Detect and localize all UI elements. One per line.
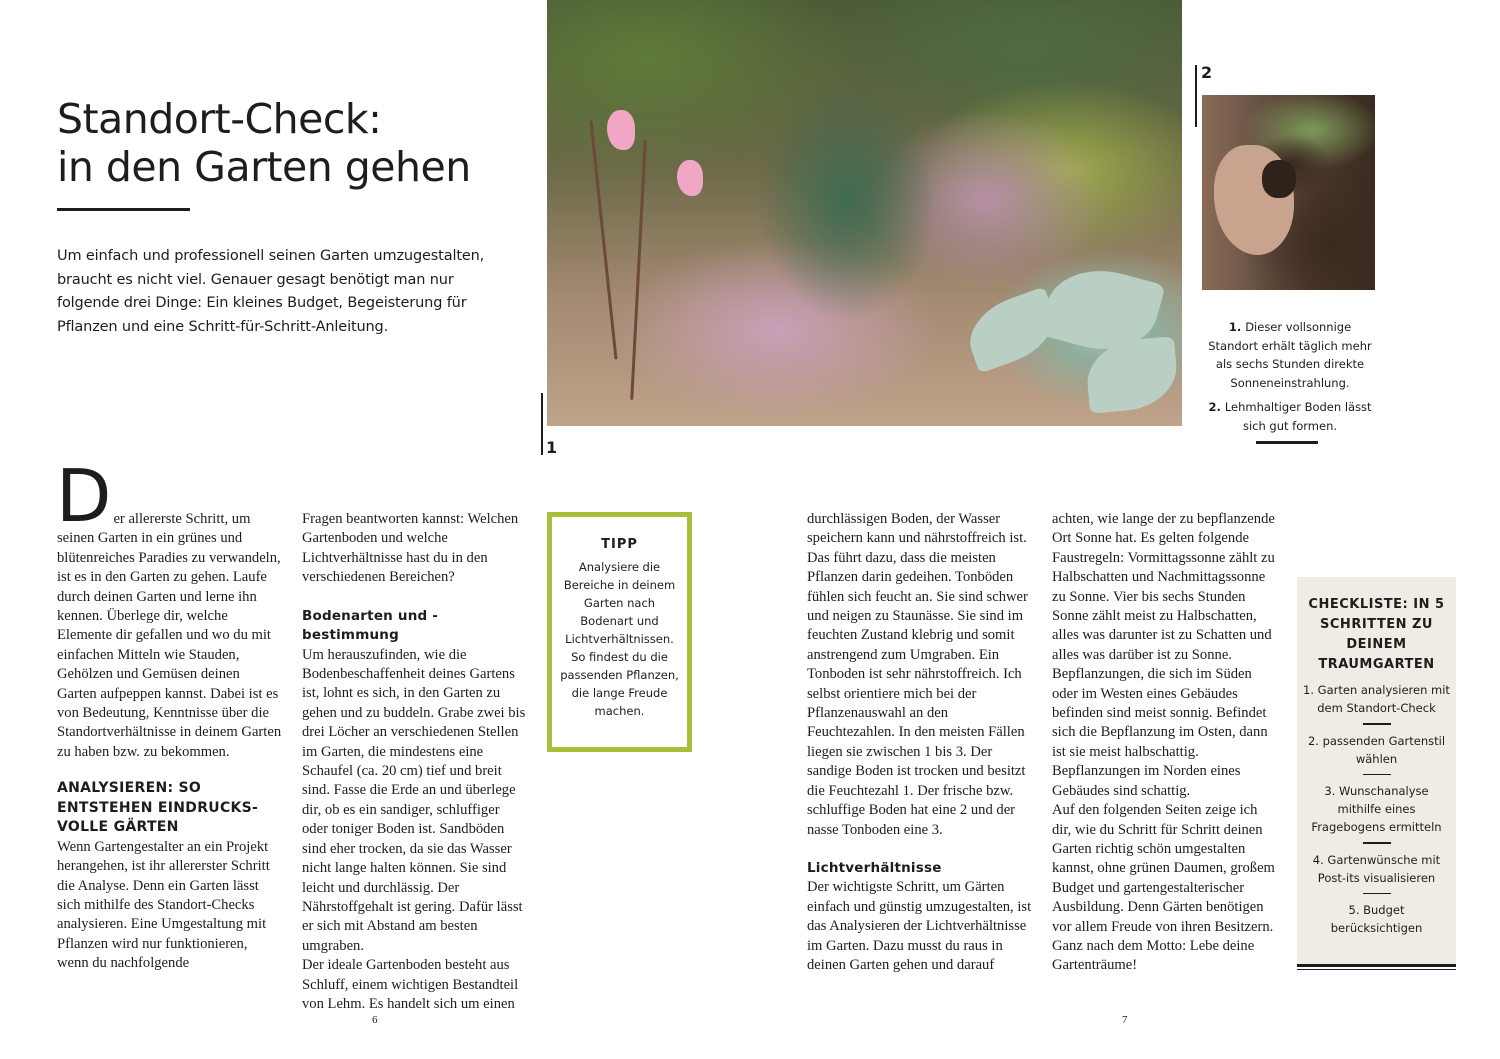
paragraph: achten, wie lange der zu bepflanzende Ort Sonne hat. Es gelten folgende Faustregeln: Vormittagssonne zählt zu Halbschatten und Nachmittagssonne zu Sonne. Vier bis sechs Stunden Sonne zählt meist zu Halbschatten, alles was darunter ist zu Schatten und alles was darüber ist zu Sonne. Bepflanzungen, die sich im Süden oder im Westen eines Gebäudes befinden sind meist sonnig. Befindet sich die Bepflanzung im Osten, dann ist sie meist halbschattig. Bepflanzungen im Norden eines Gebäudes sind schattig. <box>1052 511 1275 799</box>
title-line-1: Standort-Check: <box>57 95 382 143</box>
checklist-divider <box>1363 723 1391 725</box>
paragraph-text: er allererste Schritt, um seinen Garten in ein grünes und blütenreiches Paradies zu verwandeln, ist es in den Garten zu gehen. Laufe durch deinen Garten und lerne ihn kennen. Überlege dir, welche Elemente dir gefallen und wo du mit einfachen Mitteln wie Stauden, Gehölzen und Gemüsen deinen Garten aufpeppen kannst. Dabei ist es von Bedeutung, Kenntnisse über die Standortverhältnisse in deinem Garten zu haben bzw. zu bekommen. <box>57 511 282 760</box>
paragraph: Der ideale Gartenboden besteht aus Schluff, einem wichtigen Bestandteil von Lehm. Es handelt sich um einen <box>302 957 519 1012</box>
tip-title: TIPP <box>601 537 638 552</box>
checklist-bottom-rule <box>1297 964 1456 967</box>
hand-holding-soil-photo <box>1202 95 1375 290</box>
paragraph: Fragen beantworten kannst: Welchen Gartenboden und welche Lichtverhältnisse hast du in den verschiedenen Bereichen? <box>302 511 519 586</box>
checklist-bottom-rule-thin <box>1297 969 1456 970</box>
caption-number: 2. <box>1208 400 1221 414</box>
section-heading: ANALYSIEREN: SO ENTSTEHEN EINDRUCKS-VOLLE GÄRTEN <box>57 780 259 836</box>
checklist-item: 3. Wunschanalyse mithilfe eines Fragebogens ermitteln <box>1311 784 1442 834</box>
paragraph: Der wichtigste Schritt, um Gärten einfach und günstig umzugestalten, ist das Analysieren der Lichtverhältnisse im Garten. Dazu musst du raus in deinen Garten gehen und darauf <box>807 879 1032 974</box>
paragraph: durchlässigen Boden, der Wasser speichern kann und nährstoffreich ist. Das führt dazu, dass die meisten Pflanzen darin gedeihen. Tonböden fühlen sich feucht an. Sie sind schwer und neigen zu Staunässe. Sie sind im feuchten Zustand klebrig und somit anstrengend zum Umgraben. Ein Tonboden ist sehr nährstoffreich. Ich selbst orientiere mich bei der Pflanzenauswahl an den Feuchtezahlen. In den meisten Fällen liegen sie zwischen 1 bis 3. Der sandige Boden ist trocken und besitzt die Feuchtezahl 1. Der frische bzw. schluffige Boden hat eine 2 und der nasse Tonboden eine 3. <box>807 511 1028 838</box>
checklist-item: 5. Budget berücksichtigen <box>1330 903 1423 935</box>
page-number-right: 7 <box>1122 1014 1128 1026</box>
subheading-soil: Bodenarten und -bestimmung <box>302 607 439 644</box>
paragraph: Um herauszufinden, wie die Bodenbeschaffenheit deines Gartens ist, lohnt es sich, in den Garten zu gehen und zu buddeln. Grabe zwei bis drei Löcher an verschiedenen Stellen im Garten, die mindestens eine Schaufel (ca. 20 cm) tief und breit sind. Fasse die Erde an und überlege dir, ob es ein sandiger, schluffiger oder toniger Boden ist. Sandböden sind eher trocken, da sie das Wasser nicht lange halten können. Sie sind leicht und durchlässig. Der Nährstoffgehalt ist gering. Dafür lässt er sich mit Abstand am besten umgraben. <box>302 646 526 954</box>
checklist-divider <box>1363 842 1391 844</box>
caption-number: 1. <box>1228 320 1242 334</box>
title-line-2: in den Garten gehen <box>57 143 471 191</box>
figure-1-marker <box>541 393 543 455</box>
figure-2-number: 2 <box>1201 63 1213 82</box>
page-number-left: 6 <box>372 1014 378 1026</box>
checklist-box <box>1297 577 1456 964</box>
opening-paragraph <box>56 454 282 762</box>
body-column-1 <box>56 454 282 974</box>
checklist-item: 2. passenden Gartenstil wählen <box>1307 733 1446 766</box>
figure-2-marker <box>1195 65 1197 127</box>
paragraph: Auf den folgenden Seiten zeige ich dir, wie du Schritt für Schritt deinen Garten richtig schön umgestalten kannst, ohne grünen Daumen, großem Budget und gartengestalterischer Ausbildung. Denn Gärten benötigen vor allem Freude von ihren Besitzern. Ganz nach dem Motto: Lebe deine Gartenträume! <box>1052 802 1275 974</box>
checklist-divider <box>1363 893 1391 895</box>
paragraph: Wenn Gartengestalter an ein Projekt herangehen, ist ihr allererster Schritt die Analyse. Denn ein Garten lässt sich mithilfe des Standort-Checks analysieren. Eine Umgestaltung mit Pflanzen wird nur funktionieren, wenn du nachfolgende <box>57 838 270 972</box>
title-underline <box>57 208 190 211</box>
caption-rule <box>1256 441 1318 444</box>
checklist-item: 4. Gartenwünsche mit Post-its visualisieren <box>1312 852 1441 885</box>
pink-lily-bloom <box>677 160 703 196</box>
figure-1-number: 1 <box>546 438 558 457</box>
drop-cap: D <box>56 454 112 538</box>
intro-paragraph: Um einfach und professionell seinen Garten umzugestalten, braucht es nicht viel. Genauer gesagt benötigt man nur folgende drei Dinge: Ein kleines Budget, Begeisterung für Pflanzen und eine Schritt-für-Schritt-Anleitung. <box>57 248 485 335</box>
tip-text: Analysiere die Bereiche in deinem Garten nach Bodenart und Lichtverhältnissen. So findest du die passenden Pflanzen, die lange Freude machen. <box>560 560 679 718</box>
lily-stem <box>630 140 647 400</box>
page-title <box>57 95 527 191</box>
tip-box <box>547 512 692 752</box>
body-column-3 <box>807 510 1032 975</box>
caption-1 <box>1205 318 1375 392</box>
checklist-divider <box>1363 774 1391 776</box>
checklist-item: 1. Garten analysieren mit dem Standort-Check <box>1303 683 1450 715</box>
caption-2 <box>1205 398 1375 435</box>
lily-stem <box>589 121 617 360</box>
caption-text: Lehmhaltiger Boden lässt sich gut formen. <box>1224 400 1372 433</box>
pink-lily-bloom <box>607 110 635 150</box>
caption-text: Dieser vollsonnige Standort erhält täglich mehr als sechs Stunden direkte Sonneneinstrahlung. <box>1208 320 1372 390</box>
body-column-2 <box>302 510 527 1014</box>
body-column-4 <box>1052 510 1277 976</box>
checklist-title: CHECKLISTE: IN 5 SCHRITTEN ZU DEINEM TRAUMGARTEN <box>1308 597 1445 672</box>
garden-bed-photo <box>547 0 1182 426</box>
soil-clod <box>1262 160 1296 198</box>
figure-captions <box>1205 318 1375 441</box>
subheading-light: Lichtverhältnisse <box>807 859 942 876</box>
